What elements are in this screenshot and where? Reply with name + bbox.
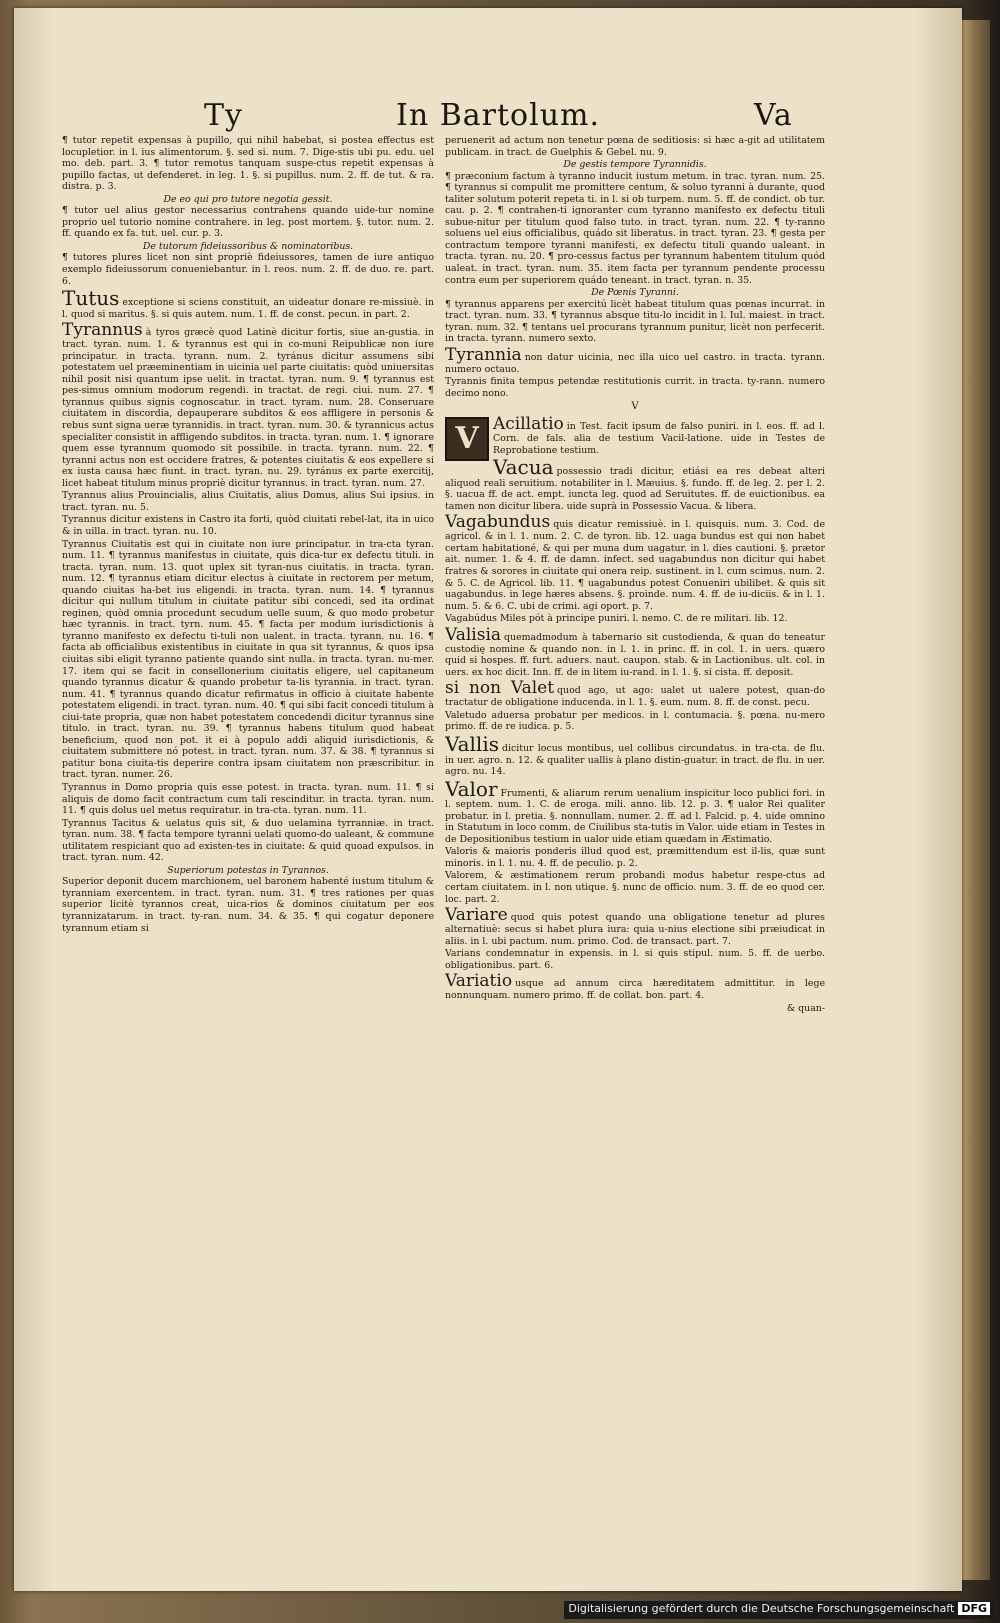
index-entry — [62, 288, 434, 320]
entry-text: dicitur locus montibus, uel collibus circundatus. in tra-cta. de flu. in uer. agro. n. 12. & qualiter uallis à plano distin-guatur. in tract. de flu. in uer. agro. nu. 14. — [445, 742, 825, 778]
entry-text: Valorem, & æstimationem rerum probandi modus habetur respe-ctus ad certam ciuitatem. in l. non utique. §. nunc de officio. num. 3. ff. de eo quod cer. loc. part. 2. — [445, 870, 825, 905]
index-entry — [445, 376, 825, 399]
entry-text: ¶ tutor uel alius gestor necessarius contrahens quando uide-tur nomine proprio uel tutorio nomine contrahere. in leg. post mortem. §. tutor. num. 2. ff. quando ex fa. tut. uel. cur. p. 3. — [62, 205, 434, 240]
index-entry — [445, 626, 825, 679]
entry-lemma: Variatio — [445, 971, 513, 992]
index-entry — [445, 346, 825, 376]
decorated-initial: V — [445, 417, 489, 461]
entry-text: Tyrannus Tacitus & uelatus quis sit, & duo uelamina tyrranniæ. in tract. tyran. num. 38. ¶ facta tempore tyranni uelati quomo-do ualeant, & commune utilitatem respiciant quo ad existen-tes in ciuitate: & quid quoad expulsos. in tract. tyran. num. 42. — [62, 817, 434, 864]
entry-text: ¶ tutor repetit expensas à pupillo, qui nihil habebat, si postea effectus est locupletior. in l. ius alimentorum. §. sed si. num. 7. Dige-stis ubi pu. edu. uel mo. deb. part. 3. ¶ tutor remotus tanquam suspe-ctus repetit expensas à pupillo factas, ut defenderet. in leg. 1. §. si pupillus. num. 2. ff. de tut. & ra. distra. p. 3. — [62, 135, 434, 193]
dfg-logo: DFG — [958, 1602, 990, 1615]
entry-text: quod quis potest quando una obligatione tenetur ad plures alternatiuè: secus si habet plura iura: quia u-nius electione sibi præiudicat in aliis. in l. ubi pactum. num. primo. Cod. de transact. part. 7. — [445, 912, 825, 947]
entry-text: Tyrannis finita tempus petendæ restitutionis currit. in tracta. ty-rann. numero decimo nono. — [445, 376, 825, 399]
footer-banner — [564, 1601, 994, 1619]
entry-text: in Test. facit ipsum de falso puniri. in l. eos. ff. ad l. Corn. de fals. alia de testium Vacil-latione. uide in Testes de Reprobatione testium. — [493, 421, 825, 456]
entry-text: exceptione si sciens constituit, an uideatur donare re-missiuè. in l. quod si maritus. §. si quis autem. num. 1. ff. de const. pecun. in part. 2. — [62, 297, 434, 320]
section-subheading: Superiorum potestas in Tyrannos. — [167, 864, 329, 876]
index-entry — [445, 679, 825, 709]
header-left: Ty — [204, 98, 243, 133]
section-subheading: De Pœnis Tyranni. — [591, 287, 679, 299]
index-entry — [445, 299, 825, 345]
entry-text: ¶ tutores plures licet non sint propriè fideiussores, tamen de iure antiquo exemplo fideiussorum conueniebantur. in l. reos. num. 2. ff. de duo. re. part. 6. — [62, 252, 434, 287]
entry-text: Tyrannus in Domo propria quis esse potest. in tracta. tyran. num. 11. ¶ si aliquis de domo facit contractum cum tali rescinditur. in tracta. tyran. num. 11. ¶ quis dolus uel metus requiratur. in tra-cta. tyran. num. 11. — [62, 781, 434, 817]
entry-text: Tyrannus Ciuitatis est qui in ciuitate non iure principatur. in tra-cta tyran. num. 11. ¶ tyrannus manifestus in ciuitate, quis dica-tur ex defectu tituli. in tracta. tyran. num. 13. quot uplex sit tyran-nus ciuitatis. in tracta. tyran. num. 12. ¶ tyrannus etiam dicitur electus à ciuitate in rectorem per metum, quando ciuitas ha-bet ius eligendi. in tracta. tyran. num. 14. ¶ tyrannus dicitur qui nullum titulum in ciuitate patitur sibi concedi, sed ita ordinat reginen, quòd omnia procedunt secudum uelle suum, & quo modo probetur hæc tyrannis. in tract. tyrn. num. 45. ¶ facta per modum iurisdictionis à tyranno manifesto ex defectu ti-tuli non ualent. in tracta. tyrann. nu. 16. ¶ facta ab officialibus existentibus in ciuitate in qua sit tyrannus, & quos ipsa ciuitas sibi eligit tyranno patiente quando sint nulla. in tracta. tyran. nu-mer. 17. item qui se facit in consellonerium ciuitatis eligere, uel capitaneum quando tyrannus dicatur & quando probetur ta-lis tyrannia. in tract. tyran. num. 41. ¶ tyrannus quando dicatur refirmatus in officio à ciuitate habente potestatem eligendi. in tract. tyran. num. 40. ¶ qui sibi facit concedi titulum à ciui-tate propria, quæ non habet potestatem concedendi dicitur tyrannus sine titulo. in tract. tyran. nu. 39. ¶ tyrannus habens titulum quod habeat beneficium, quod non pot. it ei à populo addi aliquid iurisdictionis, & ciuitatem submittere nó potest. in tract. tyran. num. 37. & 38. ¶ tyrannus si patitur bona ciuita-tis deperire contra ipsam ciuitatem non præscribitur. in tract. tyran. numer. 26. — [62, 538, 434, 781]
entry-lemma: Valisia — [445, 624, 502, 645]
entry-text: Valetudo aduersa probatur per medicos. in l. contumacia. §. pœna. nu-mero primo. ff. de re iudica. p. 5. — [445, 709, 825, 733]
entry-lemma: Vacua — [493, 455, 554, 480]
section-subheading: De eo qui pro tutore negotia gessit. — [163, 193, 333, 205]
entry-text: Frumenti, & aliarum rerum uenalium inspicitur loco publici fori. in l. septem. num. 1. C. de eroga. mili. anno. lib. 12. p. 3. ¶ ualor Rei qualiter probatur. in l. pretia. §. nonnullam. numer. 2. ff. ad l. Falcid. p. 4. uide omnino in Statutum in loco comm. de Ciuilibus sta-tutis in Valor. uide etiam in Testes in de Depositionibus testium in ualor uide etiam quædam in Æstimatio. — [445, 787, 825, 845]
index-entry — [62, 514, 434, 537]
entry-lemma: Valor — [445, 776, 498, 801]
index-entry — [445, 171, 825, 286]
letter-heading: V — [631, 401, 639, 413]
entry-lemma: Tyrannus — [62, 320, 143, 341]
index-entry — [445, 972, 825, 1002]
index-entry — [445, 710, 825, 733]
entry-text: à tyros græcè quod Latinè dicitur fortis, siue an-gustia. in tract. tyran. num. 1. & tyrannus est qui in co-muni Reipublicæ non iure principatur. in tracta. tyrann. num. 2. tyránus dicitur assumens sibi potestatem uel præeminentiam in uicinia uel parte ciuitatis: quòd uniuersitas nihil posit nisi quantum ipse uelit. in tractat. tyran. num. 9. ¶ tyrannus est pes-simus omnium modorum regendi. in tractat. de regi. ciui. num. 27. ¶ tyrannus quibus signis cognoscatur. in tract. tyram. num. 28. Conseruare ciuitatem in discordia, depauperare subditos & eos affligere in personis & rebus sunt signa ueræ tyrannidis. in tract. tyran. num. 30. & tyrannicus actus specialiter consistit in affligendo subditos. in tracta. tyran. num. 1. ¶ ignorare quem esse tyrannum quomodo sit possibile. in tracta. tyrann. num. 22. ¶ tyranni actus non est occidere fratres, & potentes ciuitatis & eos expellere si ex iusta causa hæc fiunt. in tract. tyran. nu. 29. tyránus ex parte exercitij, licet habeat titulum minus propriè dicitur tyrannus. in tract. tyran. num. 27. — [62, 327, 434, 489]
entry-text: Tyrannus alius Prouincialis, alius Ciuitatis, alius Domus, alius Sui ipsius. in tract. tyran. nu. 5. — [62, 490, 434, 513]
entry-text: usque ad annum circa hæreditatem admittitur. in lege nonnunquam. numero primo. ff. de collat. bon. part. 4. — [445, 978, 825, 1002]
entry-text: ¶ tyrannus apparens per exercitú licèt habeat titulum quas pœnas incurrat. in tract. tyran. num. 33. ¶ tyrannus absque titu-lo incidit in l. Iul. maiest. in tract. tyran. num. 32. ¶ tentans uel procurans tyrannum punitur, licèt non perfecerit. in tracta. tyrann. numero sexto. — [445, 298, 825, 345]
index-entry — [62, 782, 434, 817]
index-entry — [62, 490, 434, 513]
index-entry — [62, 321, 434, 489]
index-entry — [62, 876, 434, 934]
entry-text: Tyrannus dicitur existens in Castro ita forti, quòd ciuitati rebel-lat, ita in uico & in uilla. in tract. tyran. nu. 10. — [62, 514, 434, 537]
index-entry — [445, 135, 825, 158]
entry-text: peruenerit ad actum non tenetur pœna de seditiosis: si hæc a-git ad utilitatem publicam. in tract. de Guelphis & Gebel. nu. 9. — [445, 135, 825, 158]
index-entry — [62, 818, 434, 864]
entry-text: Valoris & maioris ponderis illud quod est, præmittendum est il-lis, quæ sunt minoris. in l. 1. nu. 4. ff. de peculio. p. 2. — [445, 846, 825, 869]
entry-text: ¶ præconium factum à tyranno inducit iustum metum. in trac. tyran. num. 25. ¶ tyrannus si compulit me promittere centum, & soluo tyranni à durante, quod taliter solutum poterit repeta ti. in l. si ob turpem. num. 5. ff. de condict. ob tur. cau. p. 2. ¶ contrahen-ti ignoranter cum tyranno manifesto ex defectu tituli subue-nitur per titulum quod falso tuto. in tract. tyran. num. 22. ¶ ty-ranno soluens uel eius officialibus, quádo sit liberatus. in tract. tyran. 23. ¶ gesta per contractum tempore tyranni manifesti, ex defectu tituli quando ualeant. in tracta. tyran. nu. 20. ¶ pro-cessus factus per tyrannum habentem titulum quód ualeat. in tract. tyran. num. 35. item facta per tyrannum pendente processu contra eum per superiorem quádo teneant. in tract. tyran. n. 35. — [445, 170, 825, 286]
index-entry — [62, 539, 434, 781]
entry-lemma: Vagabundus — [445, 512, 551, 533]
right-column — [445, 135, 825, 1435]
entry-text: Varians condemnatur in expensis. in l. si quis stipul. num. 5. ff. de uerbo. obligationibus. part. 6. — [445, 948, 825, 971]
entry-text: Vagabúdus Miles pót à principe puniri. l. nemo. C. de re militari. lib. 12. — [445, 613, 788, 625]
entry-lemma: Variare — [445, 905, 508, 926]
entry-text: non datur uicinia, nec illa uico uel castro. in tracta. tyrann. numero octauo. — [445, 351, 825, 375]
section-subheading: De tutorum fideiussoribus & nominatoribus. — [142, 240, 354, 252]
entry-lemma: Tutus — [62, 286, 120, 311]
index-entry — [445, 613, 825, 625]
footer-text: Digitalisierung gefördert durch die Deutsche Forschungsgemeinschaft — [568, 1602, 955, 1615]
index-entry — [445, 415, 825, 456]
page-edge — [962, 20, 990, 1580]
catchword: & quan- — [786, 1002, 825, 1014]
index-entry — [445, 513, 825, 612]
left-column — [62, 135, 434, 1435]
index-entry — [62, 252, 434, 287]
index-entry — [445, 870, 825, 905]
entry-text: possessio tradi dicitur, etiási ea res debeat alteri aliquod reali seruitium. notabiliter in l. Mæuius. §. fundo. ff. de leg. 2. per l. 2. §. uacua ff. de act. empt. iuncta leg. quod ad Seruitutes. ff. de euictionibus. ea tamen non dicitur libera. uide suprà in Possessio Vacua. & libera. — [445, 466, 825, 512]
index-entry — [62, 135, 434, 193]
entry-text: quod ago, ut ago: ualet ut ualere potest, quan-do tractatur de obligatione inducenda. in l. 1. §. eum. num. 8. ff. de const. pecu. — [445, 685, 825, 709]
index-entry — [445, 731, 825, 778]
index-entry — [445, 948, 825, 971]
entry-text: quis dicatur remissiuè. in l. quisquis. num. 3. Cod. de agricol. & in l. 1. num. 2. C. de tyron. lib. 12. uaga bundus est qui non habet certam habitationé, & qui per muna dum uagatur. in l. dies cautioni. §. prætor ait. numer. 1. & 4. ff. de damn. infect. sed uagabundus non dicitur qui habet fratres & sorores in ciuitate qui onera reip. sustinent. in l. cum scimus. num. 2. & 5. C. de Agricol. lib. 11. ¶ uagabundus potest Conueniri ubilibet. & quis sit uagabundus. in lege hæres absens. §. proinde. num. 4. ff. de iu-diciis. & in l. 1. num. 5. & 6. C. ubi de crimi. agi oport. p. 7. — [445, 519, 825, 612]
index-entry — [445, 846, 825, 869]
entry-lemma: Tyrannia — [445, 344, 522, 365]
index-entry — [445, 776, 825, 846]
running-header — [74, 98, 924, 138]
header-right: Va — [754, 98, 793, 133]
entry-lemma: Acillatio — [493, 414, 564, 435]
index-entry — [62, 205, 434, 240]
header-title: In Bartolum. — [396, 98, 600, 133]
entry-text: Superior deponit ducem marchionem, uel baronem habenté iustum titulum & tyranniam exercentem. in tract. tyran. num. 31. ¶ tres rationes per quas superior licitè tyrannos creat, uica-rios & dominos ciuitatum per eos tyrannizatarum. in tract. ty-ran. num. 34. & 35. ¶ qui cogatur deponere tyrannum etiam si — [62, 876, 434, 934]
index-entry — [445, 906, 825, 947]
section-subheading: De gestis tempore Tyrannidis. — [563, 159, 707, 171]
entry-text: quemadmodum à tabernario sit custodienda, & quan do teneatur custodię nomine & quando non. in l. 1. in princ. ff. in col. 1. in uers. quæro quid si hospes. ff. furt. aduers. naut. caupon. stab. & in Lactionibus. ult. col. in uers. ex hoc dicit. Inn. ff. de in litem iu-rand. in l. 1. §. si cista. ff. deposit. — [445, 631, 825, 678]
entry-lemma: si non Valet — [445, 678, 555, 699]
index-entry — [445, 457, 825, 512]
entry-lemma: Vallis — [445, 731, 499, 756]
